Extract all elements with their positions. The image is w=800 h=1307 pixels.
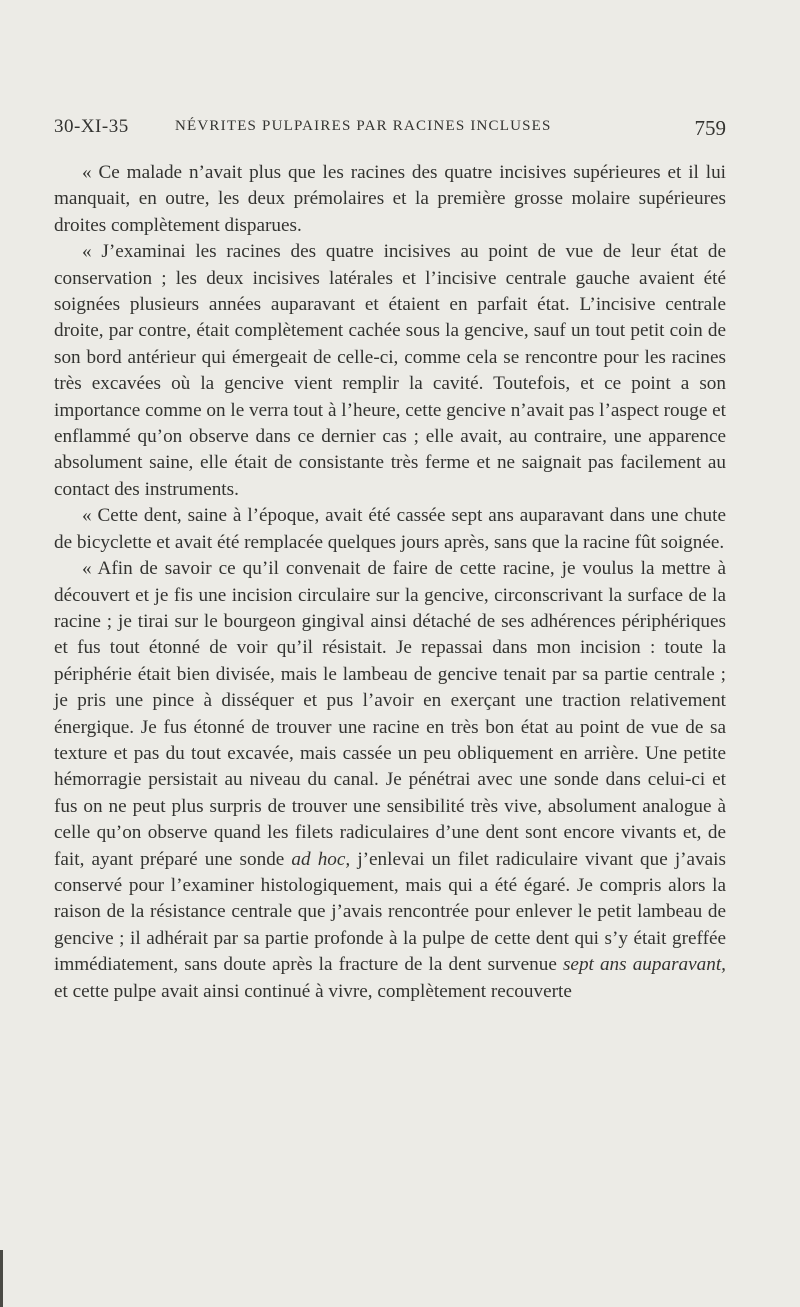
scan-edge-mark bbox=[0, 1250, 3, 1307]
paragraph-4-part-3: et cette pulpe avait ainsi continué à vivre, complètement recouverte bbox=[54, 980, 572, 1002]
paragraph-4-italic-2: sept ans auparavant, bbox=[562, 954, 726, 976]
header-title: NÉVRITES PULPAIRES PAR RACINES INCLUSES bbox=[175, 118, 552, 134]
header-date: 30-XI-35 bbox=[54, 116, 129, 137]
running-header bbox=[54, 116, 726, 146]
paragraph-3: « Cette dent, saine à l’époque, avait été cassée sept ans auparavant dans une chute de bicyclette et avait été remplacée quelques jours après, sans que la racine fût soignée. bbox=[54, 505, 726, 553]
paragraph-2: « J’examinai les racines des quatre incisives au point de vue de leur état de conservation ; les deux incisives latérales et l’incisive centrale gauche avaient été soignées plusieurs années auparavant et étaient en parfait état. L’incisive centrale droite, par contre, était complètement cachée sous la gencive, sauf un tout petit coin de son bord antérieur qui émergeait de celle-ci, comme cela se rencontre pour les racines très excavées où la gencive vient remplir la cavité. Toutefois, et ce point a son importance comme on le verra tout à l’heure, cette gencive n’avait pas l’aspect rouge et enflammé qu’on observe dans ce dernier cas ; elle avait, au contraire, une apparence absolument saine, elle était de consistante très ferme et ne saignait pas facilement au contact des instruments. bbox=[54, 241, 726, 500]
body-text bbox=[54, 160, 726, 1005]
paragraph-4-italic-1: ad hoc, bbox=[291, 848, 351, 870]
page-number: 759 bbox=[694, 116, 726, 140]
paragraph-4 bbox=[54, 556, 726, 1005]
paragraph-4-part-1: « Afin de savoir ce qu’il convenait de faire de cette racine, je voulus la mettre à découvert et je fis une incision circulaire sur la gencive, circonscrivant la surface de la racine ; je tirai sur le bourgeon gingival ainsi détaché de ses adhérences périphériques et fus tout étonné de voir qu’il résistait. Je repassai dans mon incision : toute la périphérie était bien divisée, mais le lambeau de gencive tenait par sa partie centrale ; je pris une pince à disséquer et pus l’avoir en exerçant une traction relativement énergique. Je fus étonné de trouver une racine en très bon état au point de vue de sa texture et pas du tout excavée, mais cassée un peu obliquement en arrière. Une petite hémorragie persistait au niveau du canal. Je pénétrai avec une sonde dans celui-ci et fus on ne peut plus surpris de trouver une sensibilité très vive, absolument analogue à celle qu’on observe quand les filets radiculaires d’une dent sont encore vivants et, de fait, ayant préparé une sonde bbox=[54, 558, 726, 870]
paragraph-1: « Ce malade n’avait plus que les racines des quatre incisives supérieures et il lui manquait, en outre, les deux prémolaires et la première grosse molaire supérieures droites complètement disparues. bbox=[54, 162, 726, 236]
paragraph-4-part-2: j’enlevai un filet radiculaire vivant que j’avais conservé pour l’examiner histologiquement, mais qui a été égaré. Je compris alors la raison de la résistance centrale que j’avais rencontrée pour enlever le petit lambeau de gencive ; il adhérait par sa partie profonde à la pulpe de cette dent qui s’y était greffée immédiatement, sans doute après la fracture de la dent survenue bbox=[54, 848, 726, 976]
